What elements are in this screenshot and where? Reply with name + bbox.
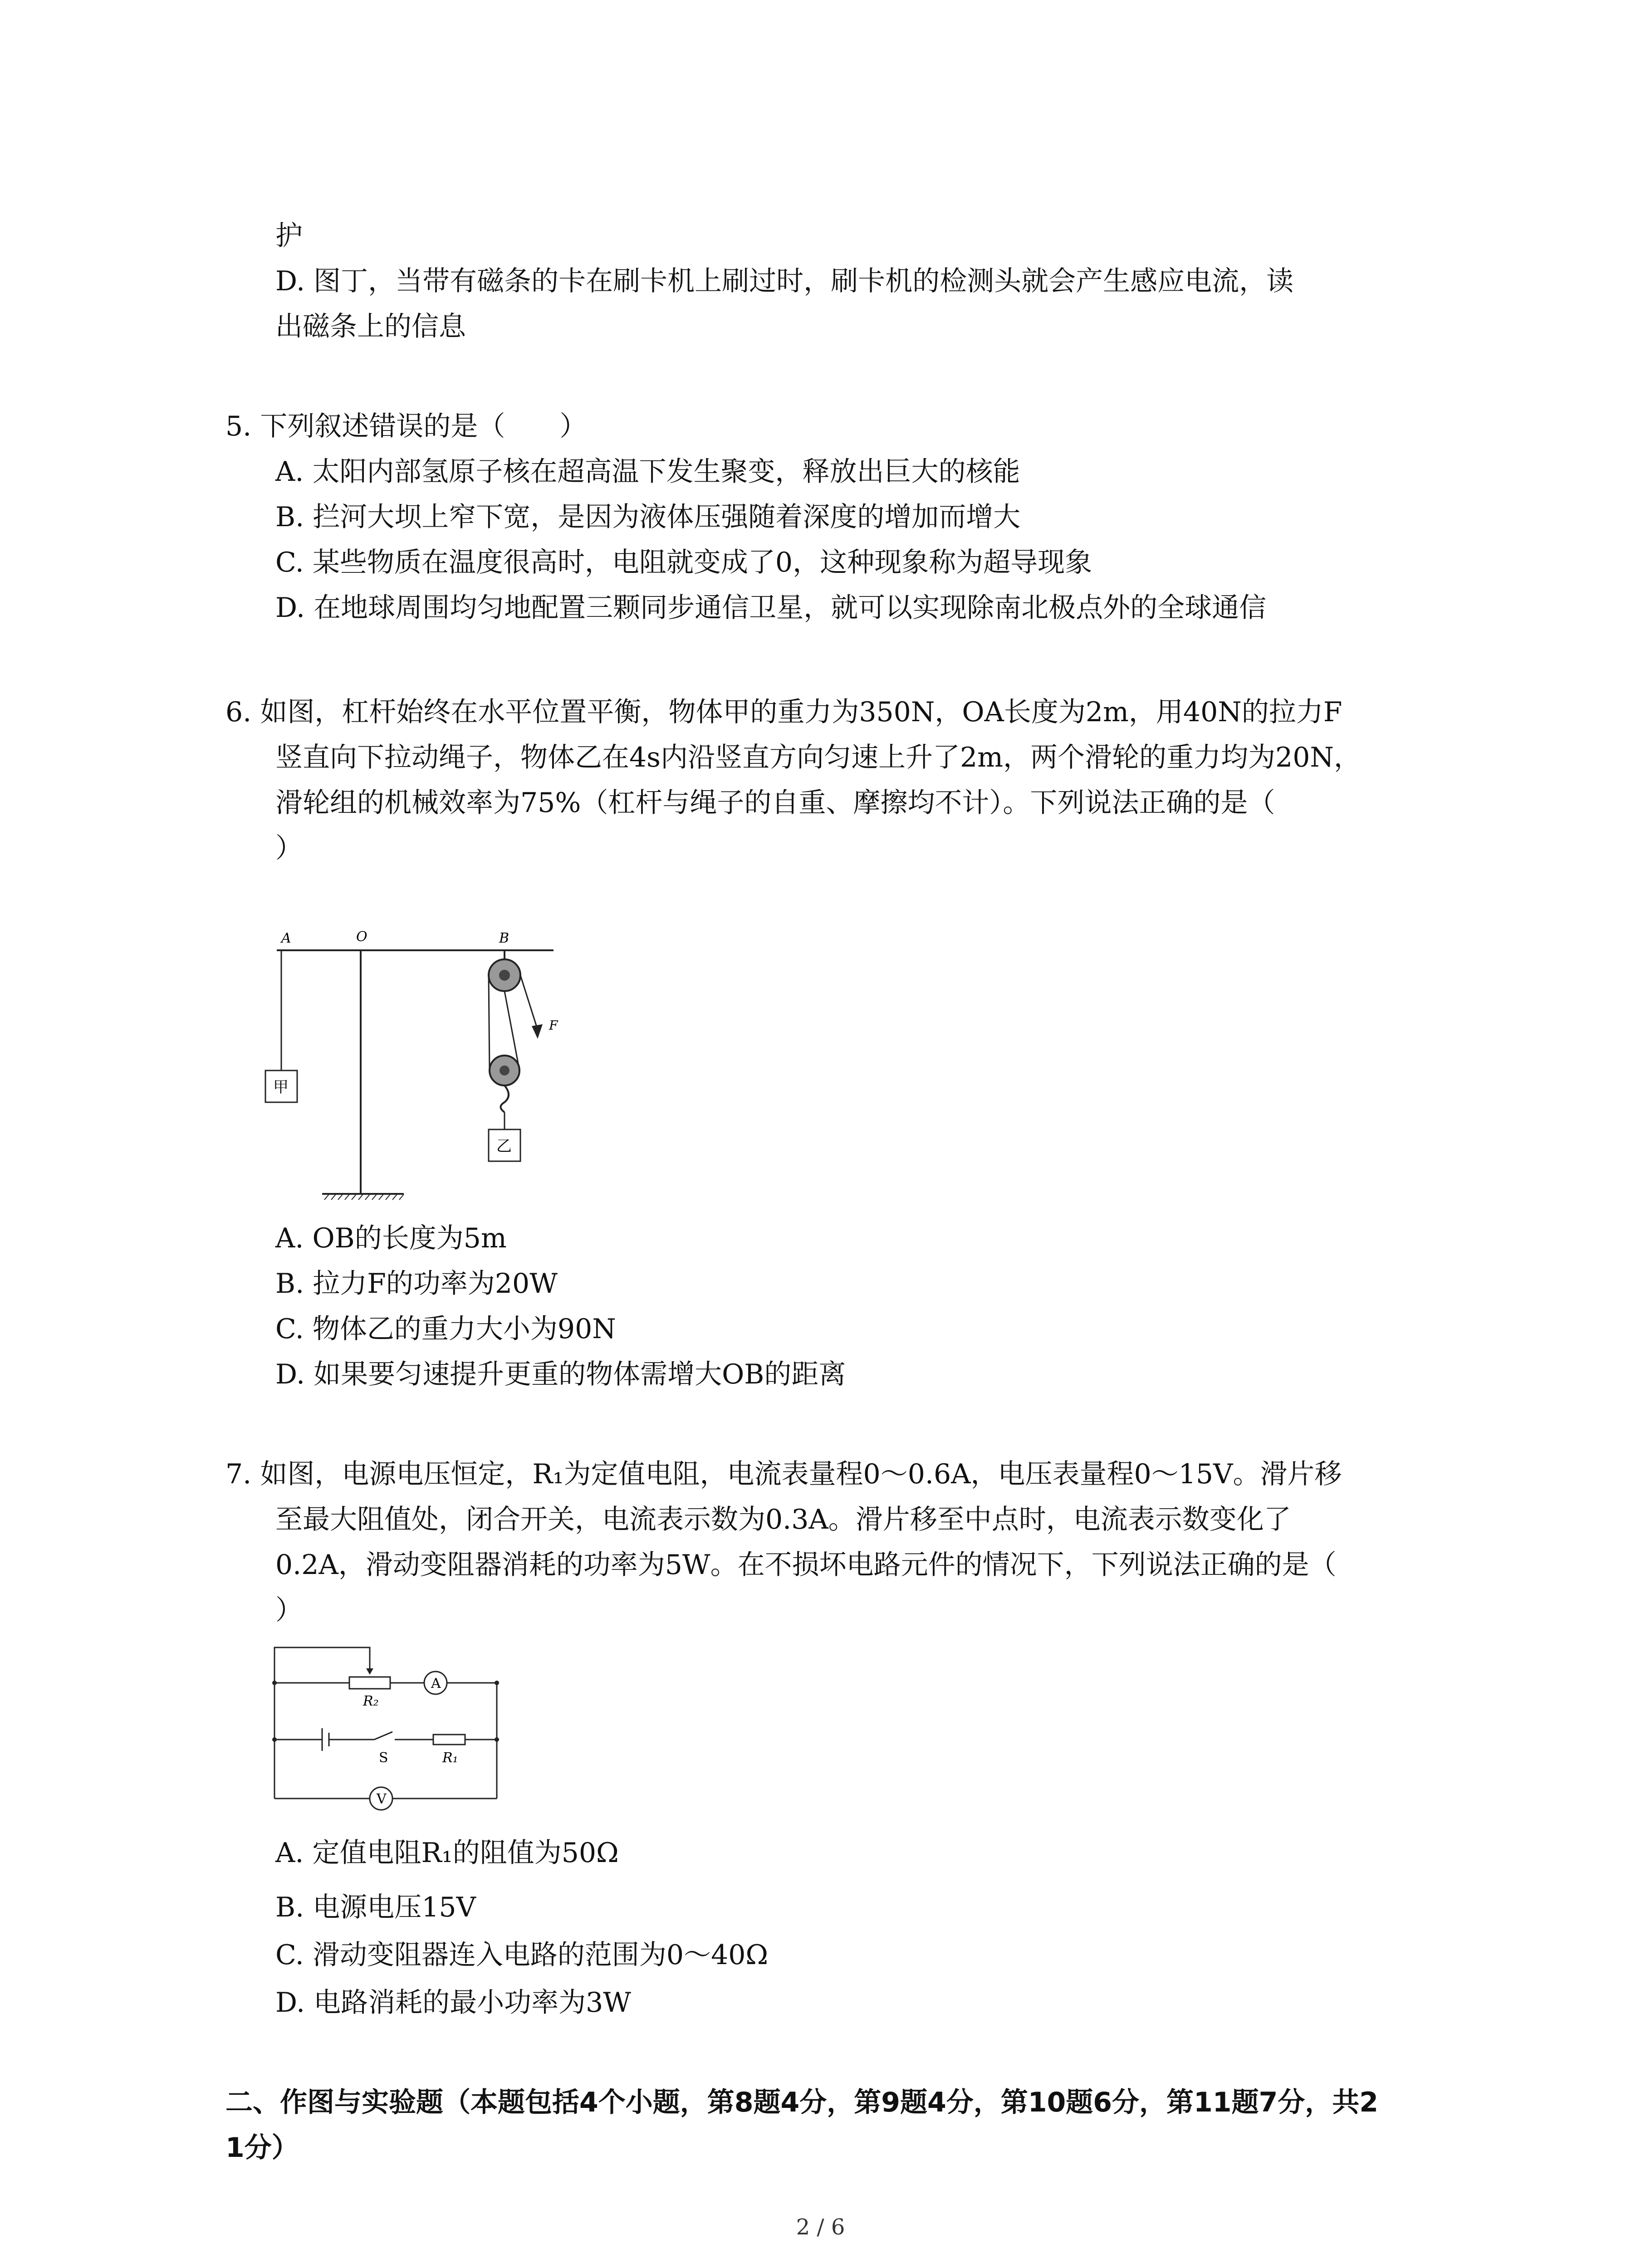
label-F: F xyxy=(549,1018,558,1033)
q7-stem-line2: 至最大阻值处，闭合开关，电流表示数为0.3A。滑片移至中点时，电流表示数变化了 xyxy=(275,1504,1291,1535)
q5-option-a: A. 太阳内部氢原子核在超高温下发生聚变，释放出巨大的核能 xyxy=(275,456,1020,488)
q5-option-d: D. 在地球周围均匀地配置三颗同步通信卫星，就可以实现除南北极点外的全球通信 xyxy=(275,592,1267,624)
q7-stem-line1: 7. 如图，电源电压恒定，R₁为定值电阻，电流表量程0～0.6A，电压表量程0～15V。滑片移 xyxy=(225,1458,1342,1490)
q7-option-a: A. 定值电阻R₁的阻值为50Ω xyxy=(275,1837,619,1869)
label-A: A xyxy=(281,930,291,946)
q5-option-c: C. 某些物质在温度很高时，电阻就变成了0，这种现象称为超导现象 xyxy=(275,547,1092,578)
label-B: B xyxy=(499,930,509,946)
q7-option-c: C. 滑动变阻器连入电路的范围为0～40Ω xyxy=(275,1939,769,1971)
q6-stem-line3: 滑轮组的机械效率为75%（杠杆与绳子的自重、摩擦均不计）。下列说法正确的是（ xyxy=(275,787,1275,819)
object-jia-label: 甲 xyxy=(273,1078,289,1096)
label-O: O xyxy=(356,929,367,945)
label-R1: R₁ xyxy=(442,1750,458,1766)
page-number: 2 / 6 xyxy=(796,2214,845,2240)
label-S: S xyxy=(379,1750,388,1766)
q5-option-b: B. 拦河大坝上窄下宽，是因为液体压强随着深度的增加而增大 xyxy=(275,501,1021,533)
object-yi-label: 乙 xyxy=(496,1137,512,1155)
q6-stem-line4: ） xyxy=(275,832,303,864)
q7-stem-line3: 0.2A，滑动变阻器消耗的功率为5W。在不损坏电路元件的情况下，下列说法正确的是（ xyxy=(275,1549,1337,1581)
q6-stem-line1: 6. 如图，杠杆始终在水平位置平衡，物体甲的重力为350N，OA长度为2m，用40N的拉力F xyxy=(225,696,1342,728)
q5-stem: 5. 下列叙述错误的是（ ） xyxy=(225,411,587,442)
prev-option-d-line1: D. 图丁，当带有磁条的卡在刷卡机上刷过时，刷卡机的检测头就会产生感应电流，读 xyxy=(275,265,1294,297)
voltmeter-icon: V xyxy=(377,1791,387,1807)
q7-option-b: B. 电源电压15V xyxy=(275,1892,476,1923)
q6-option-d: D. 如果要匀速提升更重的物体需增大OB的距离 xyxy=(275,1359,846,1390)
section2-heading-line2: 1分） xyxy=(225,2132,299,2164)
section2-heading-line1: 二、作图与实验题（本题包括4个小题，第8题4分，第9题4分，第10题6分，第11题7分，共2 xyxy=(225,2087,1378,2118)
q6-option-b: B. 拉力F的功率为20W xyxy=(275,1268,558,1300)
prev-question-tail: 护 xyxy=(275,220,303,252)
q7-stem-line4: ） xyxy=(275,1594,303,1626)
force-arrow xyxy=(532,1024,543,1039)
q7-option-d: D. 电路消耗的最小功率为3W xyxy=(275,1987,631,2019)
circuit-figure xyxy=(268,1642,513,1833)
q6-stem-line2: 竖直向下拉动绳子，物体乙在4s内沿竖直方向匀速上升了2m，两个滑轮的重力均为20N， xyxy=(275,742,1361,773)
label-R2: R₂ xyxy=(363,1693,379,1709)
ammeter-icon: A xyxy=(431,1676,441,1691)
prev-option-d-line2: 出磁条上的信息 xyxy=(275,311,466,342)
q6-option-a: A. OB的长度为5m xyxy=(275,1222,507,1254)
lever-pulley-figure xyxy=(254,916,581,1211)
q6-option-c: C. 物体乙的重力大小为90N xyxy=(275,1313,616,1345)
